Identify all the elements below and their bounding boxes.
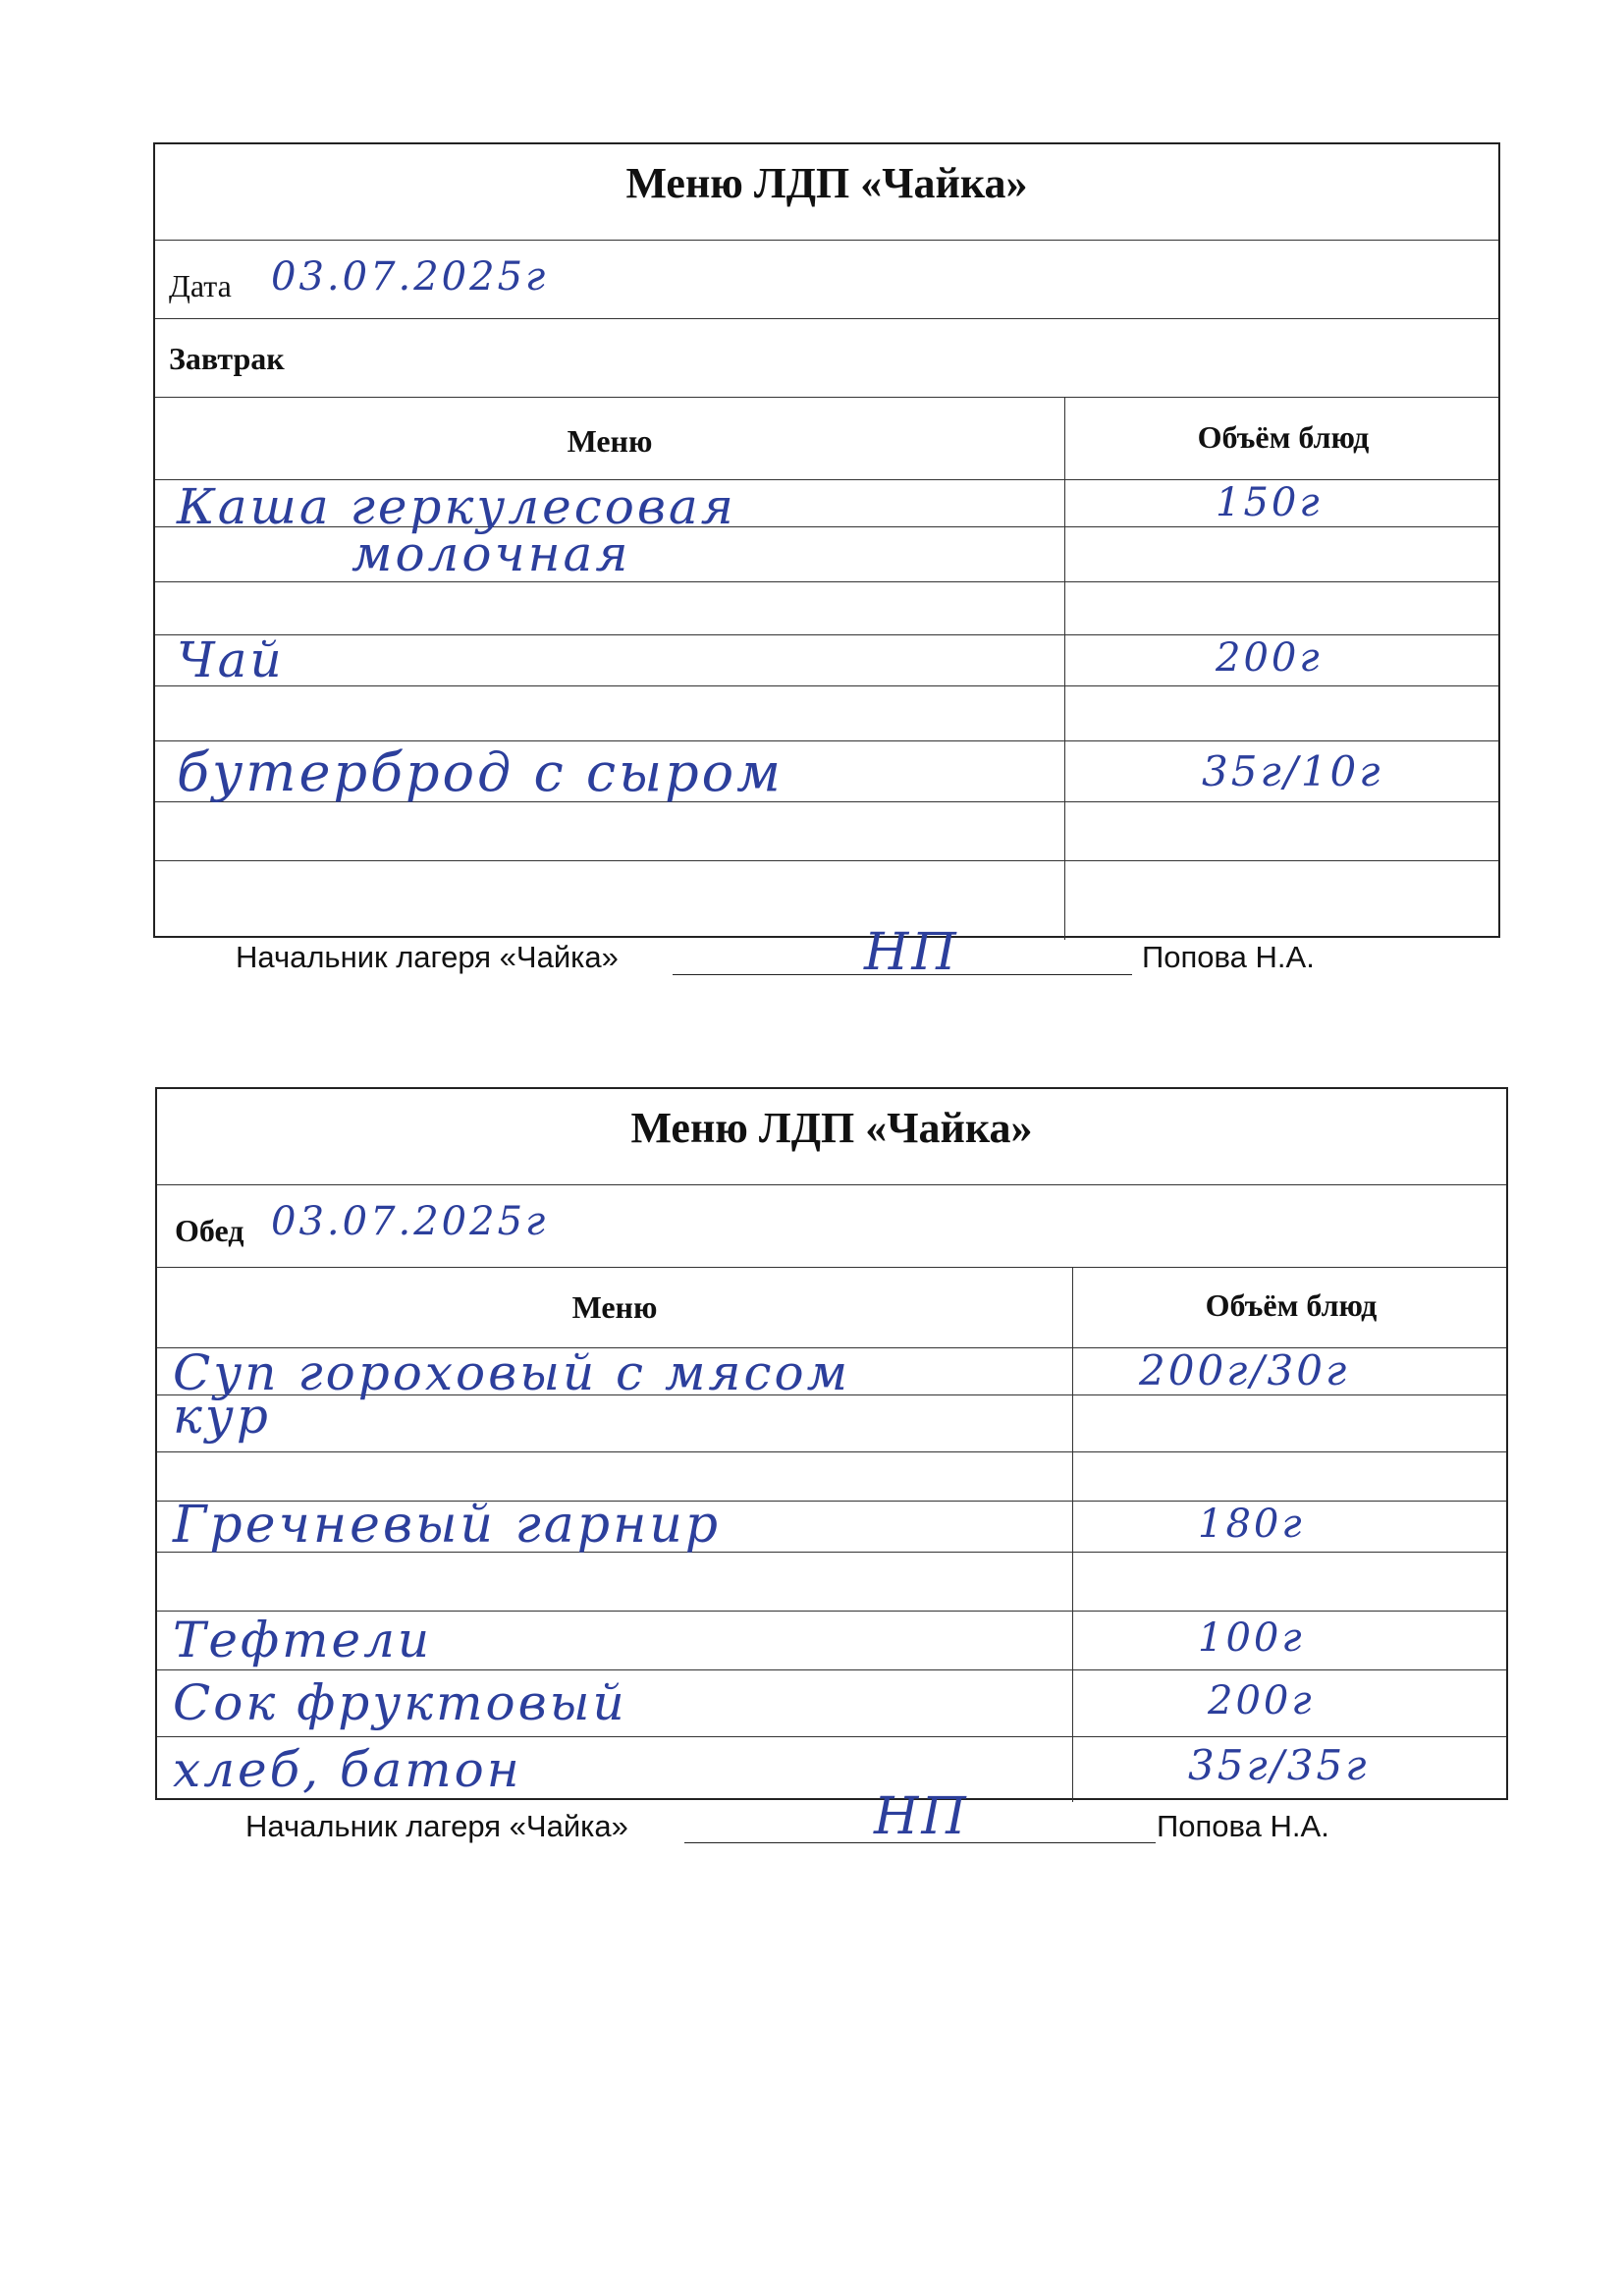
- footer-name: Попова Н.А.: [1157, 1809, 1329, 1843]
- lunch-title: Меню ЛДП «Чайка»: [630, 1104, 1033, 1152]
- lunch-meal-row: [157, 1185, 1506, 1268]
- footer-label: Начальник лагеря «Чайка»: [245, 1809, 628, 1843]
- footer-name: Попова Н.А.: [1142, 940, 1315, 974]
- col-volume-header: Объём блюд: [1197, 419, 1370, 455]
- dish-cell: Сок фруктовый: [173, 1674, 627, 1731]
- col-menu-header: Меню: [567, 423, 653, 459]
- table-row: [155, 631, 1498, 688]
- table-row: [155, 802, 1498, 861]
- volume-cell: 35г/10г: [1202, 747, 1383, 795]
- table-row: [155, 741, 1498, 802]
- breakfast-menu-form: [153, 142, 1500, 938]
- col-menu-header: Меню: [571, 1289, 658, 1325]
- lunch-title-row: [157, 1089, 1506, 1185]
- volume-cell: 200г/30г: [1139, 1346, 1350, 1394]
- dish-cell: молочная: [352, 525, 631, 582]
- volume-cell: 100г: [1198, 1615, 1305, 1661]
- dish-cell: Суп гороховый с мясом: [173, 1344, 851, 1401]
- date-value: 03.07.2025г: [271, 1199, 549, 1244]
- table-row: [157, 1496, 1506, 1555]
- dish-cell: хлеб, батон: [173, 1741, 522, 1798]
- table-row: [157, 1612, 1506, 1670]
- date-label: Дата: [169, 268, 232, 303]
- dish-cell: кур: [173, 1388, 271, 1445]
- volume-cell: 200г: [1208, 1678, 1315, 1723]
- volume-cell: 150г: [1216, 480, 1323, 525]
- breakfast-title-row: [155, 144, 1498, 241]
- table-row: [155, 686, 1498, 741]
- breakfast-header-row: [155, 398, 1498, 480]
- volume-cell: 180г: [1198, 1502, 1305, 1547]
- table-row: [155, 582, 1498, 635]
- lunch-menu-form: [155, 1087, 1508, 1800]
- table-row: [157, 1344, 1506, 1401]
- table-row: [157, 1388, 1506, 1452]
- volume-cell: 35г/35г: [1188, 1741, 1370, 1789]
- meal-label-lunch: Обед: [175, 1213, 244, 1248]
- date-value: 03.07.2025г: [271, 254, 549, 300]
- table-row: [155, 527, 1498, 582]
- breakfast-title: Меню ЛДП «Чайка»: [625, 159, 1028, 207]
- dish-cell: Тефтели: [173, 1612, 433, 1668]
- lunch-header-row: [157, 1268, 1506, 1348]
- dish-cell: Чай: [177, 631, 285, 688]
- table-row: [157, 1553, 1506, 1612]
- table-row: [157, 1737, 1506, 1802]
- dish-cell: бутерброд с сыром: [177, 741, 784, 803]
- table-row: [155, 861, 1498, 940]
- breakfast-date-row: [155, 241, 1498, 319]
- table-row: [157, 1452, 1506, 1502]
- dish-cell: Гречневый гарнир: [173, 1496, 722, 1555]
- signature: НП: [874, 1787, 969, 1846]
- col-volume-header: Объём блюд: [1205, 1287, 1378, 1323]
- footer-label: Начальник лагеря «Чайка»: [236, 940, 619, 974]
- table-row: [155, 478, 1498, 535]
- volume-cell: 200г: [1216, 635, 1323, 681]
- meal-label-breakfast: Завтрак: [169, 341, 285, 376]
- table-row: [157, 1670, 1506, 1737]
- breakfast-meal-row: [155, 319, 1498, 398]
- signature: НП: [864, 923, 959, 982]
- dish-cell: Каша геркулесовая: [177, 478, 736, 535]
